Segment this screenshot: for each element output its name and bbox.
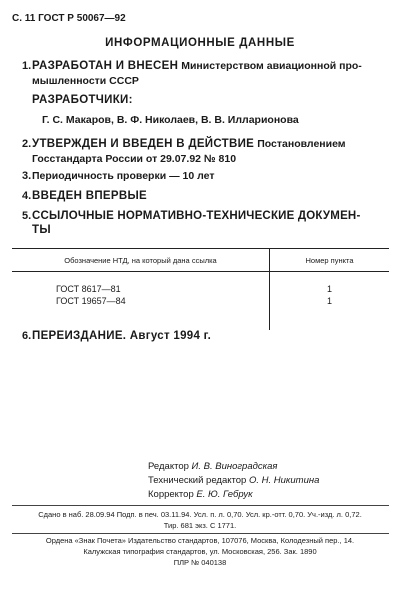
item-6-caption: ПЕРЕИЗДАНИЕ. Август 1994 г. [32, 330, 212, 342]
item-1 [22, 60, 392, 87]
item-5-number: 5. [22, 210, 32, 222]
item-2-text: Постановлением [257, 138, 346, 150]
item-2-number: 2. [22, 138, 32, 150]
imprint-line-2: Тир. 681 экз. С 1771. [163, 521, 237, 530]
footer-rule-bottom [12, 533, 389, 534]
item-5-caption-cont: ТЫ [32, 224, 51, 236]
table-cell-clause: 1 [326, 284, 332, 294]
tech-editor-name: О. Н. Никитина [248, 475, 320, 486]
item-4-caption: ВВЕДЕН ВПЕРВЫЕ [32, 190, 147, 202]
item-4 [22, 190, 147, 202]
developers-caption: РАЗРАБОТЧИКИ: [32, 94, 133, 106]
tech-editor-line [148, 475, 319, 486]
corrector-name: Е. Ю. Гебрук [196, 489, 253, 500]
item-1-text-cont: мышленности СССР [32, 75, 139, 87]
imprint-line-1: Сдано в наб. 28.09.94 Подп. в печ. 03.11.94. Усл. п. л. 0,70. Усл. кр.-отт. 0,70. Уч.-изд. л. 0,72. [38, 510, 362, 519]
table-header-clause: Номер пункта [270, 249, 390, 272]
item-1-number: 1. [22, 60, 32, 72]
license-line: ПЛР № 040138 [173, 558, 227, 567]
item-2-text-cont: Госстандарта России от 29.07.92 № 810 [32, 153, 237, 165]
item-5-caption: ССЫЛОЧНЫЕ НОРМАТИВНО-ТЕХНИЧЕСКИЕ ДОКУМЕН- [32, 210, 361, 222]
item-4-number: 4. [22, 190, 32, 202]
publisher-line: Ордена «Знак Почета» Издательство стандартов, 107076, Москва, Колодезный пер., 14. [45, 536, 355, 545]
table-cell-document: ГОСТ 8617—81 [12, 284, 270, 296]
item-3-number: 3. [22, 170, 32, 182]
item-3-text: Периодичность проверки — 10 лет [32, 170, 215, 182]
item-6-number: 6. [22, 330, 32, 342]
page-header: С. 11 ГОСТ Р 50067—92 [12, 13, 126, 24]
tech-editor-role: Технический редактор [148, 475, 247, 486]
item-2 [22, 138, 392, 165]
editor-role: Редактор [148, 461, 189, 472]
table-row [12, 284, 389, 296]
developers-names: Г. С. Макаров, В. Ф. Николаев, В. В. Илларионова [42, 114, 299, 126]
printer-line: Калужская типография стандартов, ул. Московская, 256. Зак. 1890 [83, 547, 317, 556]
item-1-caption: РАЗРАБОТАН И ВНЕСЕН [32, 60, 179, 72]
references-table [12, 248, 389, 330]
corrector-line [148, 489, 253, 500]
table-row [12, 296, 389, 308]
item-3 [22, 170, 214, 182]
page-title: ИНФОРМАЦИОННЫЕ ДАННЫЕ [105, 37, 295, 49]
footer-rule-top [12, 505, 389, 506]
editor-line [148, 461, 277, 472]
item-5 [22, 210, 392, 236]
item-1-text: Министерством авиационной про- [181, 60, 362, 72]
table-cell-clause: 1 [326, 296, 332, 306]
item-6 [22, 330, 211, 342]
table-cell-document: ГОСТ 19657—84 [12, 296, 270, 308]
table-header-document: Обозначение НТД, на который дана ссылка [12, 249, 270, 272]
item-2-caption: УТВЕРЖДЕН И ВВЕДЕН В ДЕЙСТВИЕ [32, 138, 255, 150]
editor-name: И. В. Виноградская [191, 461, 278, 472]
corrector-role: Корректор [148, 489, 194, 500]
